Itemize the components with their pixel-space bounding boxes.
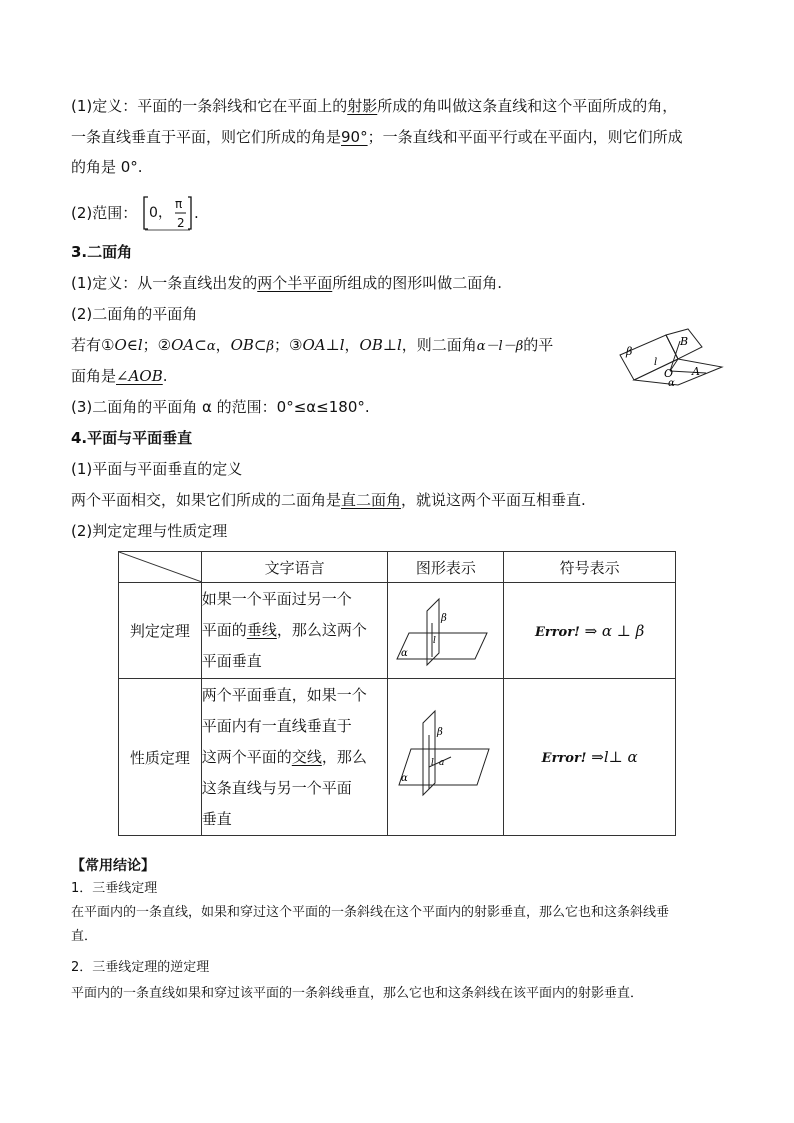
row-text: 两个平面垂直，如果一个 平面内有一直线垂直于 这两个平面的交线，那么 这条直线与另一个平面 垂直 <box>201 679 388 836</box>
table-header: 文字语言 <box>201 552 388 583</box>
plane-angle-result: 面角是∠AOB. <box>71 367 168 385</box>
row-symbol: Error! ⇒ α ⊥ β <box>504 583 676 679</box>
figure-label-o: O <box>664 367 674 380</box>
underlined-intersection: 交线 <box>291 747 322 766</box>
figure-label-b: B <box>680 335 689 348</box>
row-text: 如果一个平面过另一个 平面的垂线，那么这两个 平面垂直 <box>201 583 388 679</box>
line-plane-def-line2: 一条直线垂直于平面，则它们所成的角是90°；一条直线和平面平行或在平面内，则它们所成 <box>71 128 683 146</box>
row-figure <box>388 679 504 836</box>
line-plane-def-line3: 的角是 0°. <box>71 158 143 176</box>
underlined-perpendicular: 垂线 <box>246 621 277 639</box>
error-text: Error! <box>541 751 587 766</box>
plane-perp-def: 两个平面相交，如果它们所成的二面角是直二面角，就说这两个平面互相垂直. <box>71 491 586 509</box>
figure-label-alpha: α <box>668 378 675 387</box>
conclusion-1-text: 在平面内的一条直线，如果和穿过这个平面的一条斜线在这个平面内的射影垂直，那么它也和这条斜线垂 <box>71 905 670 920</box>
plane-perp-def-title: (1)平面与平面垂直的定义 <box>71 460 243 478</box>
diagonal-line-icon <box>119 552 202 582</box>
range-interval: 0， π 2 <box>142 195 194 231</box>
fig2-label-a: a <box>438 758 445 768</box>
table-row <box>119 679 676 836</box>
underlined-right-dihedral: 直二面角 <box>341 491 402 509</box>
conclusion-2-title: 2．三垂线定理的逆定理 <box>71 960 210 975</box>
fig1-label-l: l <box>432 635 436 646</box>
fig2-label-l: l <box>430 758 434 768</box>
line-plane-def-line1: (1)定义：平面的一条斜线和它在平面上的射影所成的角叫做这条直线和这个平面所成的角， <box>71 97 678 115</box>
fig2-label-alpha: α <box>400 773 408 784</box>
row-figure <box>388 583 504 679</box>
conclusion-1-text-cont: 直． <box>71 929 98 944</box>
underlined-angle-aob: ∠AOB <box>116 367 163 385</box>
fig1-label-alpha: α <box>400 647 408 659</box>
plane-angle-conditions: 若有①O∈l；②OA⊂α，OB⊂β；③OA⊥l，OB⊥l，则二面角α－l－β的平 <box>71 336 554 354</box>
row-label: 判定定理 <box>119 583 202 679</box>
table-header-row <box>119 552 676 583</box>
underlined-90deg: 90° <box>341 128 368 146</box>
fig1-label-beta: β <box>440 612 447 624</box>
figure-label-a: A <box>692 365 700 378</box>
row-symbol: Error! ⇒l⊥ α <box>504 679 676 836</box>
figure-label-l: l <box>654 357 658 368</box>
row-label: 性质定理 <box>119 679 202 836</box>
perpendicular-planes-figure <box>391 591 501 667</box>
underlined-half-planes: 两个半平面 <box>257 274 333 292</box>
table-header: 符号表示 <box>504 552 676 583</box>
figure-label-beta: β <box>626 345 633 358</box>
conclusion-1-title: 1．三垂线定理 <box>71 881 158 896</box>
perpendicular-planes-property-figure <box>391 705 501 805</box>
plane-perp-heading: 4.平面与平面垂直 <box>71 429 193 447</box>
table-row <box>119 583 676 679</box>
underlined-projection: 射影 <box>347 97 378 115</box>
conclusions-heading: 【常用结论】 <box>71 858 155 874</box>
dihedral-angle-figure <box>618 325 728 387</box>
line-plane-range: (2)范围： 0， π 2 . <box>71 197 199 230</box>
error-text: Error! <box>534 624 580 640</box>
dihedral-def: (1)定义：从一条直线出发的两个半平面所组成的图形叫做二面角. <box>71 274 503 292</box>
dihedral-range: (3)二面角的平面角 α 的范围：0°≤α≤180°. <box>71 398 370 416</box>
theorem-table <box>118 551 676 836</box>
plane-angle-title: (2)二面角的平面角 <box>71 305 198 323</box>
dihedral-heading: 3.二面角 <box>71 243 133 261</box>
fig2-label-beta: β <box>436 727 443 738</box>
theorem-title: (2)判定定理与性质定理 <box>71 522 228 540</box>
table-corner-cell <box>119 552 202 583</box>
conclusion-2-text: 平面内的一条直线如果和穿过该平面的一条斜线垂直，那么它也和这条斜线在该平面内的射影垂直． <box>71 986 644 1001</box>
table-header: 图形表示 <box>388 552 504 583</box>
